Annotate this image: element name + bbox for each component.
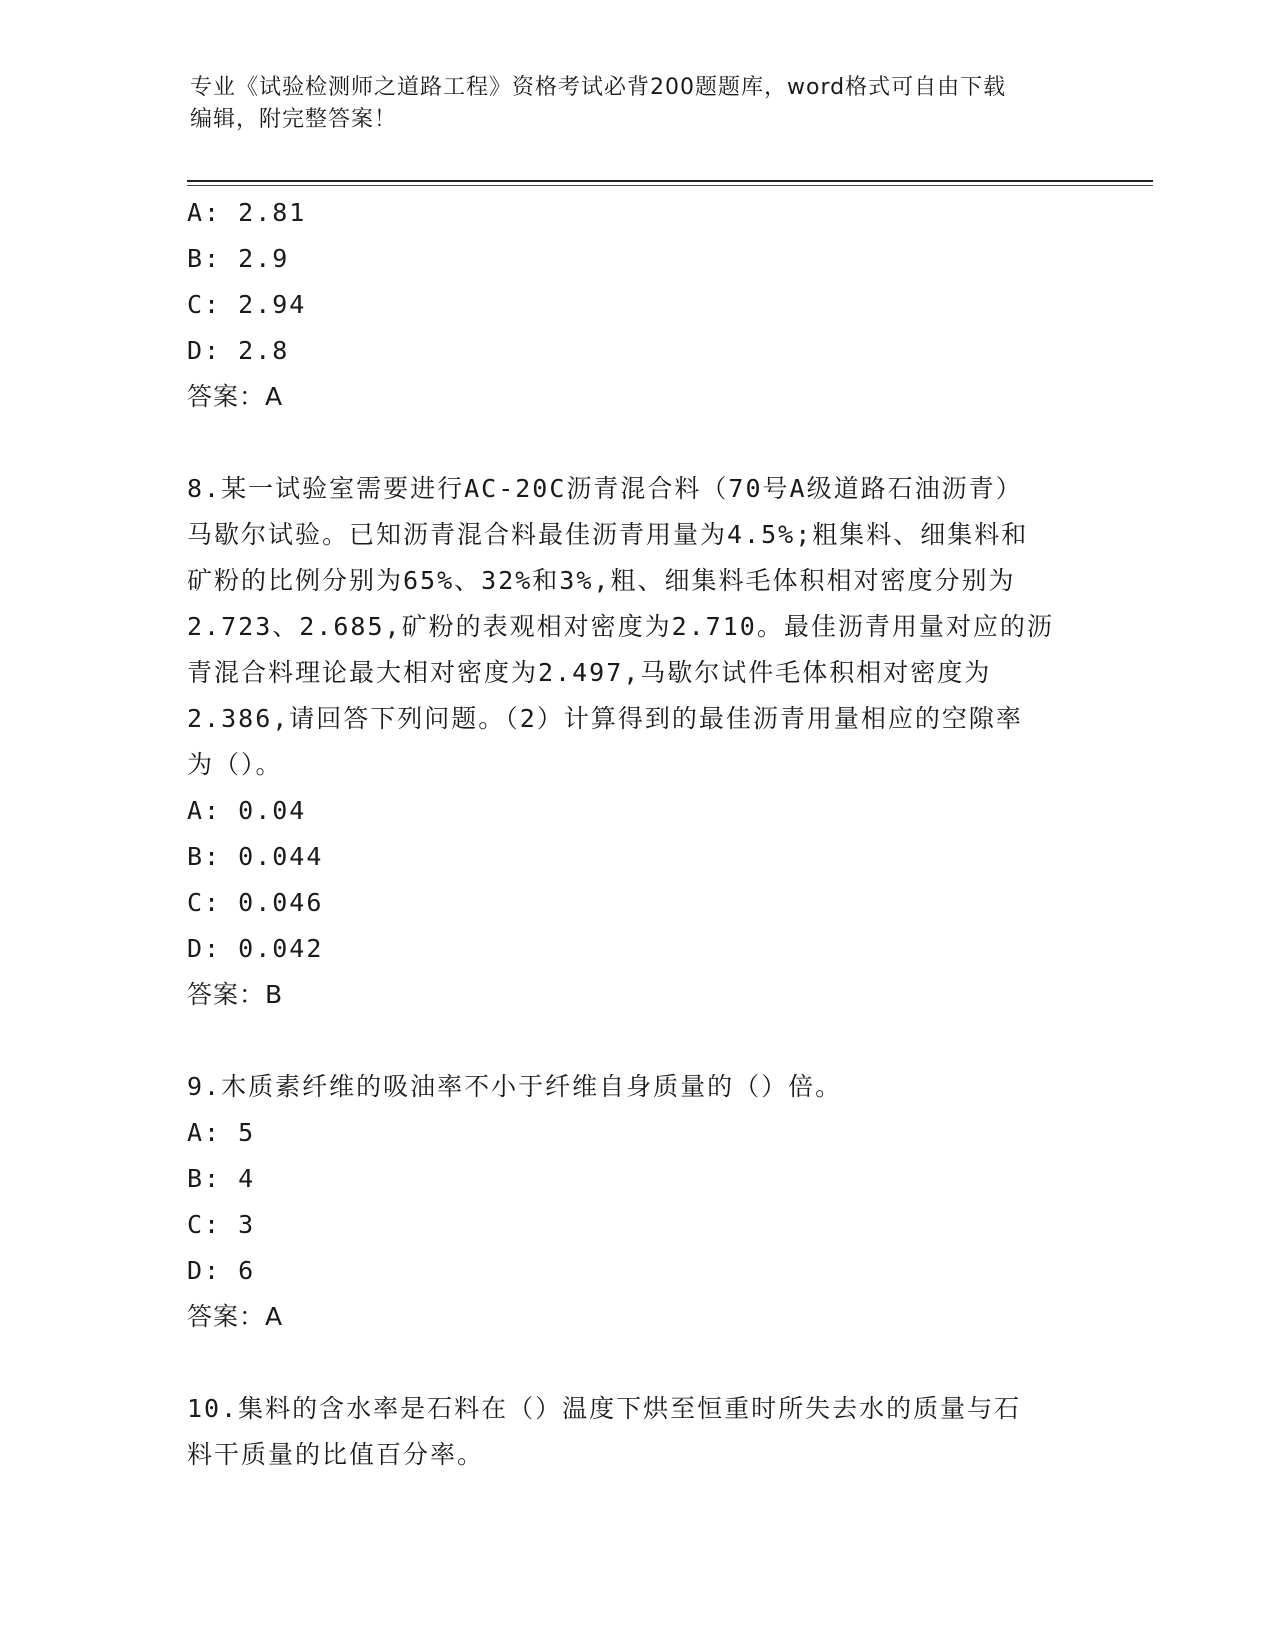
option-a: A: 0.04 (187, 796, 307, 825)
header-divider (187, 180, 1153, 182)
question-line: 马歇尔试验。已知沥青混合料最佳沥青用量为4.5%;粗集料、细集料和 (187, 520, 1029, 549)
header-divider-thin (187, 185, 1153, 186)
option-c: C: 3 (187, 1210, 256, 1239)
question-line: 9.木质素纤维的吸油率不小于纤维自身质量的（）倍。 (187, 1072, 843, 1101)
question-line: 矿粉的比例分别为65%、32%和3%,粗、细集料毛体积相对密度分别为 (187, 566, 1016, 595)
question-9-answer: 答案：A (187, 1302, 284, 1331)
spacer (187, 420, 1087, 466)
question-line: 8.某一试验室需要进行AC-20C沥青混合料（70号A级道路石油沥青） (187, 474, 1023, 503)
option-c: C: 0.046 (187, 888, 324, 917)
question-line: 10.集料的含水率是石料在（）温度下烘至恒重时所失去水的质量与石 (187, 1394, 1022, 1423)
spacer (187, 1340, 1087, 1386)
option-d: D: 2.8 (187, 336, 290, 365)
question-8-options (187, 788, 1087, 972)
option-b: B: 0.044 (187, 842, 324, 871)
option-b: B: 4 (187, 1164, 256, 1193)
question-9-text (187, 1064, 1067, 1110)
option-d: D: 6 (187, 1256, 256, 1285)
question-line: 2.723、2.685,矿粉的表观相对密度为2.710。最佳沥青用量对应的沥 (187, 612, 1054, 641)
option-b: B: 2.9 (187, 244, 290, 273)
question-line: 2.386,请回答下列问题。（2）计算得到的最佳沥青用量相应的空隙率 (187, 704, 1023, 733)
question-8-text (187, 466, 1067, 788)
header-line-2: 编辑，附完整答案！ (190, 107, 398, 132)
question-7-answer: 答案：A (187, 382, 284, 411)
question-content (187, 190, 1087, 1478)
question-line: 料干质量的比值百分率。 (187, 1440, 485, 1469)
question-line: 为（）。 (187, 750, 283, 779)
question-10-text (187, 1386, 1067, 1478)
page-header (190, 72, 1070, 136)
option-d: D: 0.042 (187, 934, 324, 963)
question-9-options (187, 1110, 1087, 1294)
spacer (187, 1018, 1087, 1064)
header-line-1: 专业《试验检测师之道路工程》资格考试必背200题题库，word格式可自由下载 (190, 75, 1007, 100)
question-line: 青混合料理论最大相对密度为2.497,马歇尔试件毛体积相对密度为 (187, 658, 992, 687)
question-7-options (187, 190, 1087, 374)
question-8-answer: 答案：B (187, 980, 284, 1009)
option-a: A: 5 (187, 1118, 256, 1147)
option-c: C: 2.94 (187, 290, 307, 319)
option-a: A: 2.81 (187, 198, 307, 227)
